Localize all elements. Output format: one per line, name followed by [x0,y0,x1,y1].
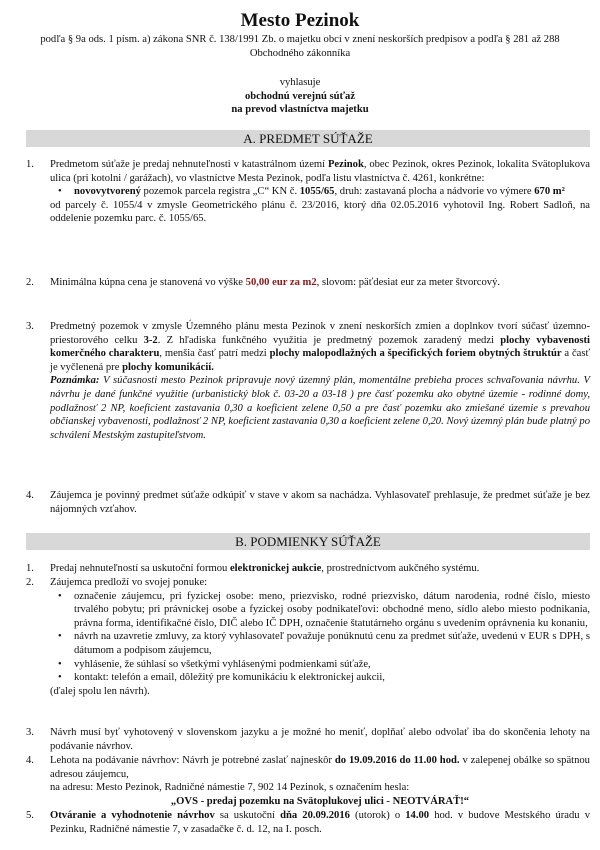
item-text: (ďalej spolu len návrh). [50,685,150,697]
item-number: 2. [26,277,34,288]
section-a-heading: A. PREDMET SÚŤAŽE [26,130,590,147]
section-a-item-3 [26,320,590,442]
deadline: do 19.09.2016 do 11.00 hod. [334,755,460,766]
bullet-bold: novovytvorený [74,186,141,198]
bullet-text: , druh: zastavaná plocha a nádvorie vo výmere [334,186,535,198]
item-text: , prostredníctvom aukčného systému. [321,563,480,574]
item-number: 5. [26,810,34,821]
section-b-item-2 [26,576,590,698]
item-text: a časť je vyčlenená pre [50,348,590,373]
parcel-area: 670 m² [534,186,565,198]
address-text: na adresu: Mesto Pezinok, Radničné námestie 7, 902 14 Pezinok, s označením hesla: [50,782,410,794]
item-text-bold: Pezinok [327,159,364,170]
section-a-item-2 [26,276,590,290]
parcel-bullet [50,185,590,199]
item-text: Predmetný pozemok v zmysle Územného plánu mesta Pezinok v znení neskorších zmien a doplnkov tvorí súčasť územno-priestorového celku [50,321,590,346]
bullet-text: pozemok parcela registra „C“ KN č. [140,186,300,198]
note-label: Poznámka: [50,375,100,387]
section-b-item-5 [26,809,590,836]
opening-time: 14.00 [405,810,430,821]
section-b-item-4 [26,754,590,808]
section-a-item-1 [26,158,590,226]
item-text: , slovom: päťdesiat eur za meter štvorcový. [316,277,501,288]
offer-bullet: • návrh na uzavretie zmluvy, za ktorý vyhlasovateľ považuje ponúknutú cenu za predmet súťaže, uvedenú v EUR s DPH, s dátumom a podpisom záujemcu, [50,630,590,657]
item-text: Minimálna kúpna cena je stanovená vo výške [50,277,246,288]
item-text: hod. v budove Mestského úradu v Pezinku, Radničné námestie 7, v zasadačke č. d. 12, na I. posch. [50,810,590,835]
section-b-item-1 [26,562,590,576]
parcel-number: 1055/65 [299,186,335,198]
item-text: Predaj nehnuteľností sa uskutoční formou [50,563,230,574]
item-text: , menšia časť patrí medzi [159,348,270,360]
item-text-bold: Otváranie a vyhodnotenie návrhov [50,810,215,821]
item-text: sa uskutoční [214,810,281,821]
item-text-bold: elektronickej aukcie [229,563,322,574]
offer-bullet: • označenie záujemcu, pri fyzickej osobe: meno, priezvisko, rodné priezvisko, dátum narodenia, rodné číslo, miesto trvalého pobytu; pri právnickej osobe a fyzickej osoby podnikateľovi: obchodné meno, sídlo alebo miesto podnikania, právna forma, identifikačné číslo, DIČ alebo IČ DPH, označenie štatutárneho orgánu s uvedením oprávnenia ku konaniu, [50,590,590,631]
document-title: Mesto Pezinok [240,10,360,31]
note [50,374,590,442]
offer-bullet: • kontakt: telefón a email, dôležitý pre komunikáciu k elektronickej aukcii, [50,671,590,685]
announce-verb: vyhlasuje [279,77,321,88]
item-text: Záujemca je povinný predmet súťaže odkúpiť v stave v akom sa nachádza. Vyhlasovateľ prehlasuje, že predmet súťaže je bez nájomných vzťahov. [50,490,590,515]
item-number: 1. [26,563,34,574]
item-number: 3. [26,727,34,738]
item-number: 2. [26,577,34,588]
item-text-bold: plochy vybavenosti komerčného charakteru [50,334,590,360]
item-text: (utorok) o [349,810,406,821]
item-text: Predmetom súťaže je predaj nehnuteľnosti v katastrálnom území [50,159,328,170]
announce-type: obchodnú verejnú súťaž [244,90,356,102]
item-text: Návrh musí byť vyhotovený v slovenskom jazyku a je možné ho meniť, doplňať alebo odvolať iba do skončenia lehoty na podávanie návrhov. [50,727,590,752]
legal-basis: podľa § 9a ods. 1 písm. a) zákona SNR č. 138/1991 Zb. o majetku obcí v znení neskorších predpisov a podľa § 281 až 288 Obchodného zákonníka [40,34,560,59]
item-text-bold: plochy malopodlažných a špecifických foriem obytných štruktúr [269,348,562,360]
offer-bullet: • vyhlásenie, že súhlasí so všetkými vyhlásenými podmienkami súťaže, [50,658,590,672]
item-number: 4. [26,755,34,766]
item-number: 3. [26,321,34,332]
announcement [0,76,600,117]
note-text: V súčasnosti mesto Pezinok pripravuje nový územný plán, momentálne prebieha proces schvaľovania návrhu. V návrhu je dané funkčné využitie (urbanistický blok č. 03-20 a 03-18 ) pre časť pozemku ako obytné územie - rodinné domy, podlažnosť 2 NP, koeficient zastavania 0,30 a koeficient zelene 0,50 a pre časť pozemku ako zmiešané územie s prevahou občianskej vybavenosti, podlažnosť 2 NP, koeficient zastavania 0,30 a koeficient zelene 0,20. Nový územný plán bude platný po schválení Mestským zastupiteľstvom. [50,375,590,441]
item-text: , obec Pezinok, okres Pezinok, lokalita Svätoplukova ulica (pri kotolni / garážach), vo vlastníctve Mesta Pezinok, podľa listu vlastníctva č. 4261, konkrétne: [50,159,590,184]
envelope-password: „OVS - predaj pozemku na Svätoplukovej ulici - NEOTVÁRAŤ!“ [170,795,470,807]
item-text-bold: plochy komunikácií. [122,361,214,373]
section-b-heading: B. PODMIENKY SÚŤAŽE [26,533,590,550]
section-b-item-3 [26,726,590,753]
announce-purpose: na prevod vlastníctva majetku [231,104,369,116]
item-text: od parcely č. 1055/4 v zmysle Geometrického plánu č. 23/2016, ktorý dňa 02.05.2016 vyhotovil Ing. Robert Sadloň, na oddelenie pozemku parc. č. 1055/65. [50,199,590,225]
item-text: v zalepenej obálke so spätnou adresou záujemcu, [50,755,590,780]
item-number: 1. [26,159,34,170]
item-number: 4. [26,490,34,501]
item-text: Lehota na podávanie návrhov: Návrh je potrebné zaslať najneskôr [50,755,335,766]
item-text: Záujemca predloží vo svojej ponuke: [50,577,208,588]
price-highlight: 50,00 eur za m2 [245,277,317,288]
item-text: . Z hľadiska funkčného využitia je predmetný pozemok zaradený medzi [157,334,501,346]
section-a-item-4 [26,489,590,516]
item-text-bold: 3-2 [143,334,158,346]
opening-date: dňa 20.09.2016 [280,810,350,821]
